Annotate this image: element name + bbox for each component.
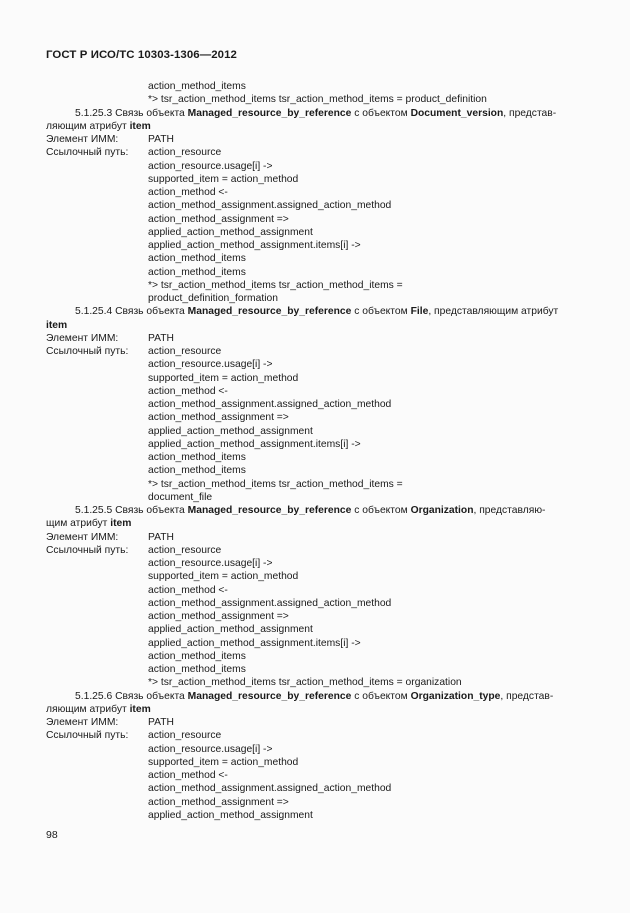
path-line: product_definition_formation [148,293,278,304]
heading-tail-text: , представляющим атрибут [428,306,559,318]
clause-heading-continuation [46,517,591,530]
path-line: action_method <- [148,584,228,596]
path-line: action_method_assignment => [148,412,289,424]
path-line: action_method <- [148,770,228,781]
reference-path-row [46,729,591,742]
attribute-name: item [129,120,151,132]
path-line: action_method_assignment => [148,611,289,622]
path-line: *> tsr_action_method_items tsr_action_method_items = organization [148,677,462,689]
attribute-name: item [46,319,68,331]
target-entity-name: Organization [410,505,474,516]
element-label: Элемент ИММ: [46,531,119,543]
target-entity-name: Organization_type [410,690,501,702]
element-value: PATH [148,717,174,728]
page-number: 98 [46,829,58,841]
path-line: action_resource [148,730,222,742]
attribute-name: item [129,703,151,715]
continuation-text: ляющим атрибут [46,120,130,132]
path-line: action_resource [148,147,222,159]
document-body [46,80,591,822]
clause-heading [46,107,591,120]
element-row [46,531,591,544]
path-line: supported_item = action_method [148,571,299,583]
path-line: supported_item = action_method [148,372,299,384]
sections-container [46,107,591,823]
clause-number-text: 5.1.25.5 Связь объекта [75,505,188,516]
connector-text: с объектом [351,306,411,318]
element-label: Элемент ИММ: [46,134,119,145]
path-line: action_method_items [148,452,246,463]
heading-tail-text: , представ- [503,107,557,119]
entity-name: Managed_resource_by_reference [187,107,352,119]
clause-number-text: 5.1.25.4 Связь объекта [75,306,188,318]
reference-path-row [46,345,591,358]
target-entity-name: Document_version [410,107,504,119]
path-line: *> tsr_action_method_items tsr_action_method_items = [148,279,403,291]
path-line: action_method_items [148,650,246,662]
path-line: applied_action_method_assignment [148,809,313,821]
path-line: action_resource.usage[i] -> [148,160,273,172]
path-line: applied_action_method_assignment.items[i] -> [148,240,361,251]
path-line: action_method_assignment.assigned_action_method [148,783,392,795]
path-line: applied_action_method_assignment.items[i] -> [148,637,361,649]
path-line: action_method_assignment.assigned_action_method [148,399,392,410]
path-line: action_method_assignment => [148,796,289,808]
clause-heading [46,305,591,318]
path-line: action_method_assignment.assigned_action_method [148,200,392,212]
element-value: PATH [148,134,174,145]
path-line: action_resource.usage[i] -> [148,359,273,371]
target-entity-name: File [410,306,429,318]
path-line: applied_action_method_assignment [148,425,313,437]
path-line: *> tsr_action_method_items tsr_action_method_items = product_definition [148,94,487,106]
reference-path-label: Ссылочный путь: [46,346,129,357]
clause-heading-continuation [46,120,591,133]
clause-section [46,107,591,306]
clause-number-text: 5.1.25.6 Связь объекта [75,690,188,702]
path-line: action_method_items [148,81,246,92]
element-row [46,716,591,729]
attribute-name: item [110,518,132,530]
reference-path-label: Ссылочный путь: [46,147,129,159]
path-line: supported_item = action_method [148,756,299,768]
clause-number-text: 5.1.25.3 Связь объекта [75,107,188,119]
path-line: action_method_assignment.assigned_action_method [148,597,392,609]
entity-name: Managed_resource_by_reference [187,306,352,318]
path-line: action_method_items [148,266,246,278]
path-line: action_resource.usage[i] -> [148,558,273,569]
entity-name: Managed_resource_by_reference [187,690,352,702]
connector-text: с объектом [351,505,411,516]
path-line: document_file [148,491,213,503]
path-line: action_method_items [148,465,246,477]
reference-path-label: Ссылочный путь: [46,730,129,742]
clause-heading-continuation [46,703,591,716]
continuation-text: ляющим атрибут [46,703,130,715]
reference-path-row [46,544,591,557]
continuation-text: щим атрибут [46,518,111,530]
reference-path-row [46,146,591,159]
path-line: action_method <- [148,187,228,198]
path-line: action_method_items [148,253,246,265]
heading-tail-text: , представляю- [473,505,546,516]
connector-text: с объектом [351,690,411,702]
path-line: applied_action_method_assignment [148,624,313,636]
element-row [46,332,591,345]
path-line: applied_action_method_assignment [148,226,313,238]
path-line: action_method <- [148,385,228,397]
path-line: action_resource.usage[i] -> [148,743,273,755]
clause-heading [46,690,591,703]
path-line: action_method_items [148,664,246,675]
connector-text: с объектом [351,107,411,119]
entity-name: Managed_resource_by_reference [187,505,352,516]
clause-heading [46,504,591,517]
page-header: ГОСТ Р ИСО/ТС 10303-1306—2012 [46,49,237,61]
element-value: PATH [148,332,174,344]
clause-section [46,305,591,504]
element-label: Элемент ИММ: [46,332,119,344]
path-line: action_method_assignment => [148,213,289,225]
path-line: *> tsr_action_method_items tsr_action_method_items = [148,478,403,490]
path-line: applied_action_method_assignment.items[i] -> [148,438,361,450]
clause-section [46,504,591,690]
element-row [46,133,591,146]
path-line: supported_item = action_method [148,173,299,185]
element-value: PATH [148,531,174,543]
element-label: Элемент ИММ: [46,717,119,728]
clause-section [46,690,591,823]
path-line: action_resource [148,544,222,556]
heading-tail-text: , представ- [500,690,554,702]
path-line: action_resource [148,346,222,357]
reference-path-label: Ссылочный путь: [46,544,129,556]
clause-heading-continuation [46,319,591,332]
